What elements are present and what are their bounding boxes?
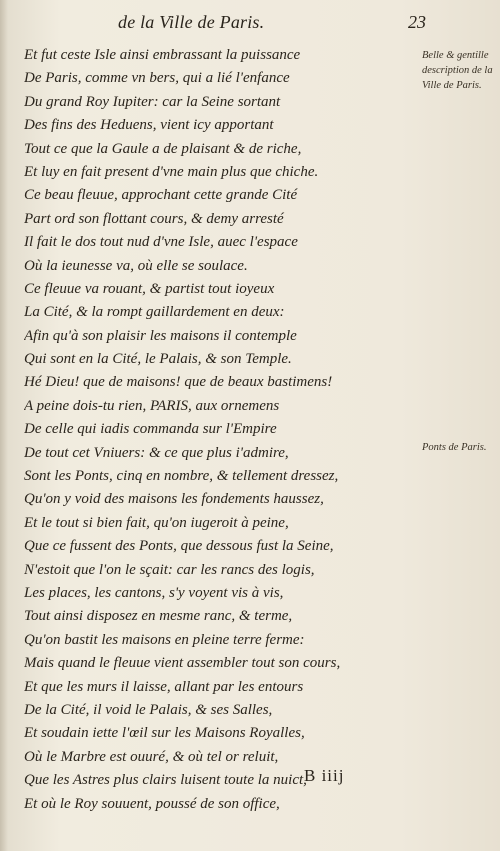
verse-line: Et où le Roy souuent, poussé de son office, (24, 795, 280, 812)
verse-line: Tout ainsi disposez en mesme ranc, & terme, (24, 608, 293, 625)
verse-line: A peine dois-tu rien, PARIS, aux ornemens (24, 397, 280, 414)
verse-line: Mais quand le fleuue vient assembler tout son cours, (24, 655, 341, 672)
page-number: 23 (408, 12, 426, 32)
verse-line: Tout ce que la Gaule a de plaisant & de riche, (24, 140, 302, 157)
verse-line: Qu'on y void des maisons les fondements haussez, (24, 491, 324, 508)
verse-line: Qu'on bastit les maisons en pleine terre ferme: (24, 631, 305, 648)
verse-line: Hé Dieu! que de maisons! que de beaux bastimens! (24, 374, 333, 391)
verse-line: Et le tout si bien fait, qu'on iugeroit à peine, (24, 514, 289, 531)
verse-line: Où le Marbre est ouuré, & où tel or reluit, (24, 748, 279, 765)
verse-line: De Paris, comme vn bers, qui a lié l'enfance (24, 70, 290, 87)
verse-line: Et fut ceste Isle ainsi embrassant la puissance (24, 47, 301, 63)
poem-verses (24, 44, 416, 816)
verse-line: Et luy en fait present d'vne main plus que chiche. (24, 163, 319, 180)
verse-line: Où la ieunesse va, où elle se soulace. (24, 257, 248, 274)
verse-line: Ce beau fleuue, approchant cette grande Cité (24, 187, 298, 204)
verse-line: Que les Astres plus clairs luisent toute la nuict, (24, 772, 307, 789)
verse-line: Du grand Roy Iupiter: car la Seine sortant (24, 93, 281, 110)
signature-mark: B iiij (304, 766, 345, 785)
verse-line: Les places, les cantons, s'y voyent vis à vis, (24, 584, 284, 601)
page-gutter-shadow (0, 0, 8, 851)
verse-line: Sont les Ponts, cinq en nombre, & tellement dressez, (24, 468, 339, 485)
running-head: de la Ville de Paris. (118, 12, 265, 32)
verse-line: De la Cité, il void le Palais, & ses Salles, (24, 701, 273, 718)
margin-note-description: Belle & gentille description de la Ville de Paris. (422, 50, 493, 91)
verse-line: Et soudain iette l'œil sur les Maisons Royalles, (24, 725, 305, 742)
verse-line: Part ord son flottant cours, & demy arresté (24, 210, 284, 227)
verse-line: De tout cet Vniuers: & ce que plus i'admire, (24, 444, 289, 461)
verse-line: La Cité, & la rompt gaillardement en deux: (24, 304, 285, 321)
verse-line: Afin qu'à son plaisir les maisons il contemple (24, 327, 297, 344)
margin-note-bridges: Ponts de Paris. (422, 442, 487, 453)
verse-line: Que ce fussent des Ponts, que dessous fust la Seine, (24, 538, 334, 555)
verse-line: Des fins des Heduens, vient icy apportant (24, 117, 274, 134)
verse-line: Ce fleuue va rouant, & partist tout ioyeux (24, 280, 275, 297)
verse-line: Il fait le dos tout nud d'vne Isle, auec l'espace (24, 234, 298, 251)
verse-line: N'estoit que l'on le sçait: car les rancs des logis, (24, 561, 315, 578)
verse-line: De celle qui iadis commanda sur l'Empire (24, 421, 277, 438)
verse-line: Et que les murs il laisse, allant par les entours (24, 678, 304, 695)
verse-line: Qui sont en la Cité, le Palais, & son Temple. (24, 351, 292, 368)
